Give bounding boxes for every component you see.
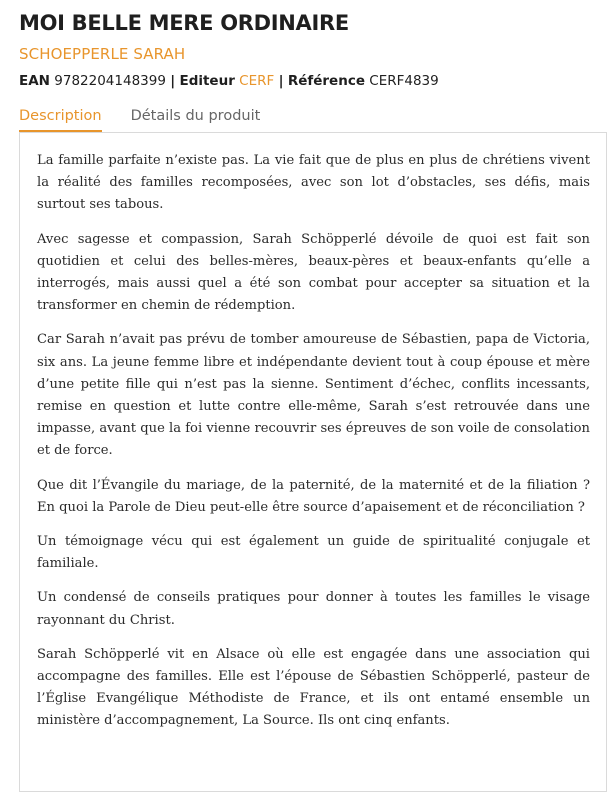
product-tabs xyxy=(19,108,260,132)
description-paragraph: La famille parfaite n’existe pas. La vie fait que de plus en plus de chrétiens vivent la réalité des familles recomposées, avec son lot d’obstacles, ses défis, mais surtout ses tabous. xyxy=(37,153,590,213)
product-meta xyxy=(19,73,439,89)
tab-product-details[interactable]: Détails du produit xyxy=(130,108,261,124)
ean-value: 9782204148399 xyxy=(54,73,166,89)
description-paragraph: Avec sagesse et compassion, Sarah Schöpperlé dévoile de quoi est fait son quotidien et celui des belles-mères, beaux-pères et beaux-enfants qu’elle a interrogés, mais aussi quel a été son combat pour accepter sa situation et la transformer en chemin de rédemption. xyxy=(37,231,590,314)
meta-separator: | xyxy=(278,73,284,89)
publisher-link[interactable]: CERF xyxy=(239,73,275,89)
description-paragraph: Un condensé de conseils pratiques pour donner à toutes les familles le visage rayonnant du Christ. xyxy=(37,590,590,628)
reference-value: CERF4839 xyxy=(369,73,439,89)
tab-description[interactable]: Description xyxy=(19,108,102,132)
description-paragraph: Car Sarah n’avait pas prévu de tomber amoureuse de Sébastien, papa de Victoria, six ans. La jeune femme libre et indépendante devient tout à coup épouse et mère d’une petite fille qui n’est pas la sienne. Sentiment d’échec, conflits incessants, remise en question et lutte contre elle-même, Sarah s’est retrouvée dans une impasse, avant que la foi vienne recouvrir ses épreuves de son voile de consolation et de force. xyxy=(37,332,590,459)
author-name[interactable]: SCHOEPPERLE SARAH xyxy=(19,45,186,63)
publisher-label: Editeur xyxy=(179,73,235,89)
meta-separator: | xyxy=(170,73,176,89)
description-paragraph: Sarah Schöpperlé vit en Alsace où elle est engagée dans une association qui accompagne des familles. Elle est l’épouse de Sébastien Schöpperlé, pasteur de l’Église Evangélique Méthodiste de France, et ils ont entamé ensemble un ministère d’accompagnement, La Source. Ils ont cinq enfants. xyxy=(37,646,590,729)
reference-label: Référence xyxy=(287,73,365,89)
product-title: MOI BELLE MERE ORDINAIRE xyxy=(19,11,349,35)
ean-label: EAN xyxy=(19,73,50,89)
description-paragraph: Un témoignage vécu qui est également un guide de spiritualité conjugale et familiale. xyxy=(37,534,590,572)
description-content xyxy=(37,150,590,745)
description-paragraph: Que dit l’Évangile du mariage, de la paternité, de la maternité et de la filiation ? En quoi la Parole de Dieu peut-elle être source d’apaisement et de réconciliation ? xyxy=(37,477,590,515)
